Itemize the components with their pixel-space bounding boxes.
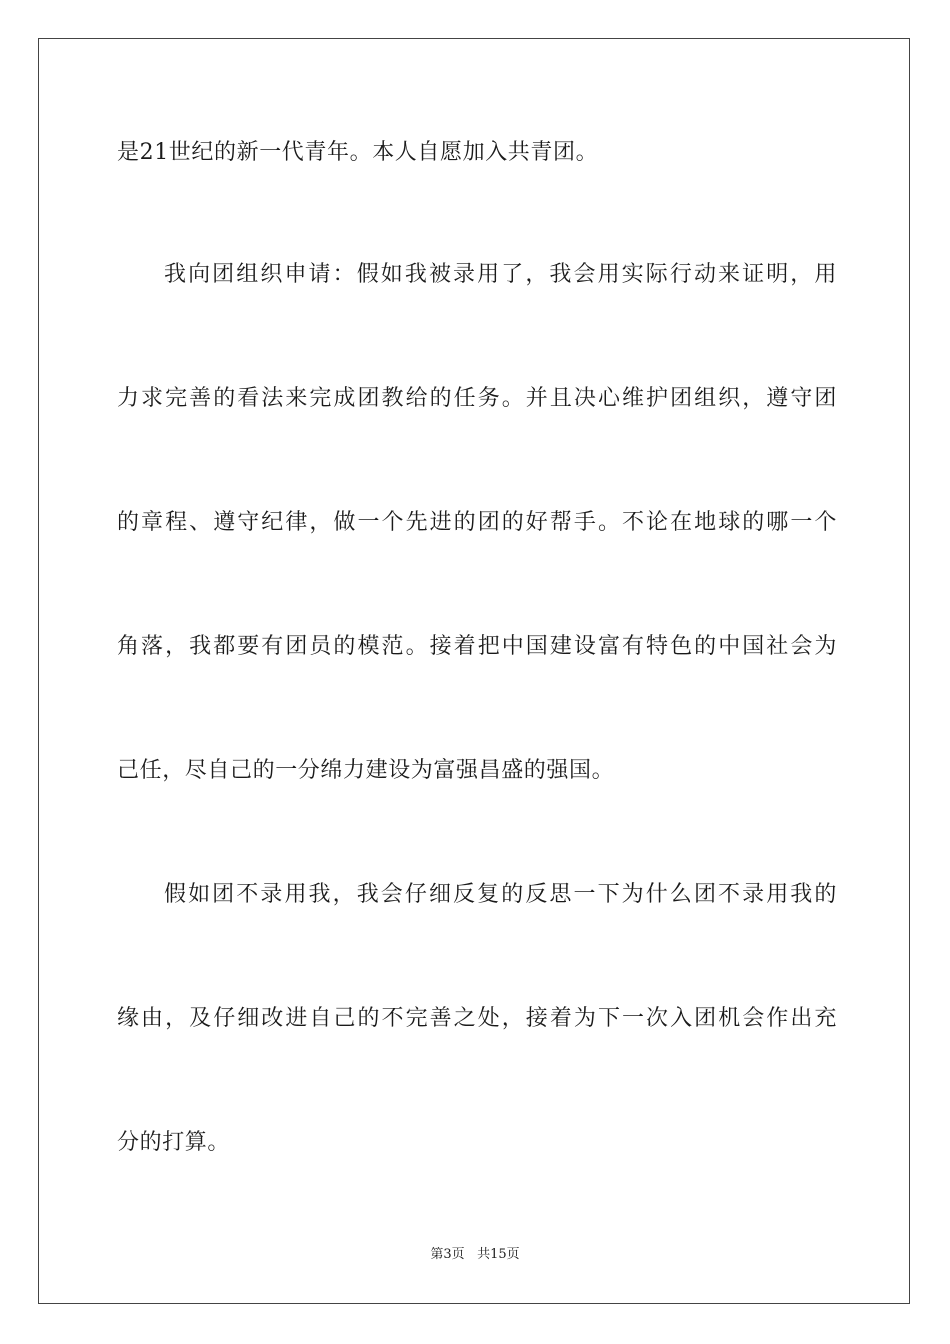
body-line-6: 己任，尽自己的一分绵力建设为富强昌盛的强国。 xyxy=(117,758,615,783)
body-line-5: 角落，我都要有团员的模范。接着把中国建设富有特色的中国社会为 xyxy=(117,634,837,659)
body-line-9: 分的打算。 xyxy=(117,1130,231,1155)
body-line-2: 我向团组织申请：假如我被录用了，我会用实际行动来证明，用 xyxy=(164,262,837,287)
body-line-8: 缘由，及仔细改进自己的不完善之处，接着为下一次入团机会作出充 xyxy=(117,1006,837,1031)
body-line-3: 力求完善的看法来完成团教给的任务。并且决心维护团组织，遵守团 xyxy=(117,386,837,411)
page-footer xyxy=(0,1246,950,1264)
page-number: 第3页 xyxy=(430,1247,465,1262)
body-line-1: 是21世纪的新一代青年。本人自愿加入共青团。 xyxy=(117,140,599,165)
body-line-4: 的章程、遵守纪律，做一个先进的团的好帮手。不论在地球的哪一个 xyxy=(117,510,837,535)
body-line-7: 假如团不录用我，我会仔细反复的反思一下为什么团不录用我的 xyxy=(164,882,837,907)
page-total: 共15页 xyxy=(477,1247,520,1262)
page-border xyxy=(38,38,910,1304)
